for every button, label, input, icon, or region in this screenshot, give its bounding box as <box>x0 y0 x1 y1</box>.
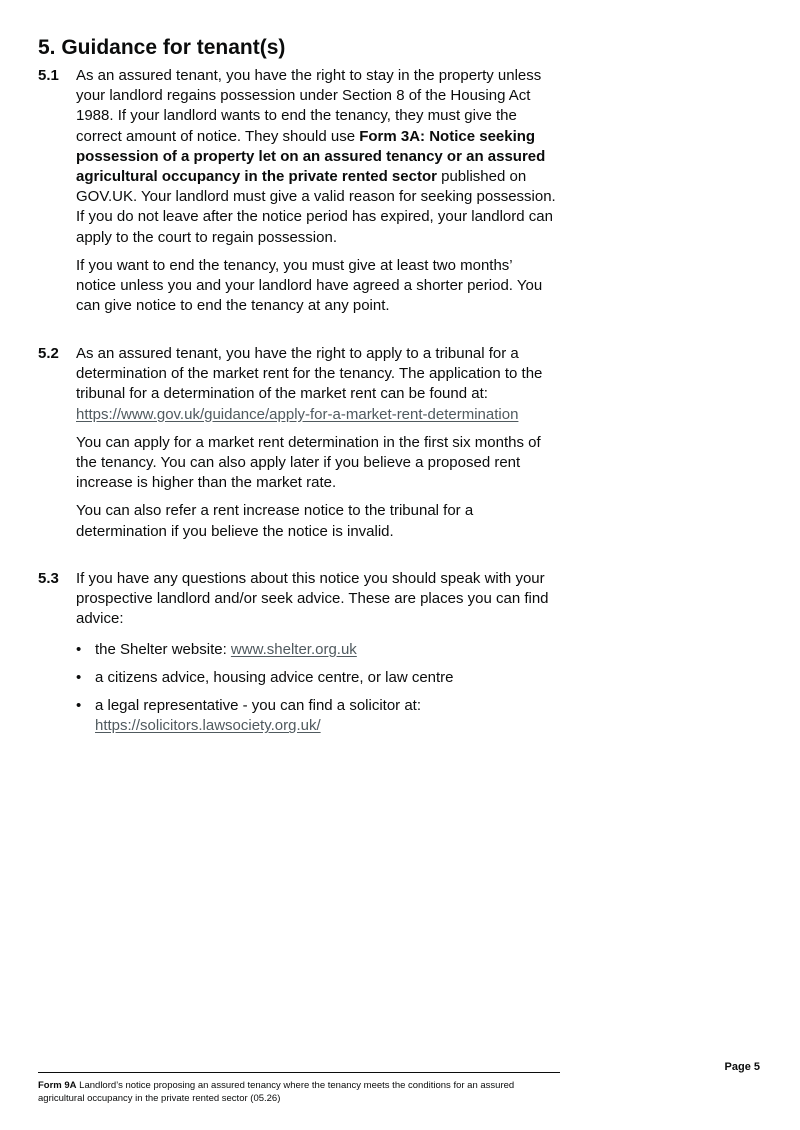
paragraph <box>76 344 556 425</box>
page-title: 5. Guidance for tenant(s) <box>38 36 286 59</box>
section-number: 5.3 <box>38 570 59 587</box>
form-name: Form 9A <box>38 1080 77 1091</box>
bullet-icon: • <box>76 697 82 715</box>
paragraph-text: published on GOV.UK. Your landlord must give a valid reason for seeking possession. If you do not leave after the notice period has expired, your landlord can apply to the court to regain possession. <box>76 168 556 246</box>
list-item-text: a citizens advice, housing advice centre, or law centre <box>95 668 454 686</box>
page-number: Page 5 <box>724 1061 760 1073</box>
section-number: 5.2 <box>38 345 59 362</box>
paragraph-text: As an assured tenant, you have the right to stay in the property unless your landlord regains possession under Section 8 of the Housing Act 1988. If your landlord wants to end the tenancy, they must give the correct amount of notice. They should use <box>76 67 542 145</box>
advice-list <box>76 640 556 737</box>
section-number: 5.1 <box>38 67 59 84</box>
footer-divider <box>38 1072 560 1073</box>
form-3a-reference: Form 3A: Notice seeking possession of a property let on an assured tenancy or an assured agricultural occupancy in the private rented sector <box>76 127 546 186</box>
paragraph: If you want to end the tenancy, you must give at least two months’ notice unless you and your landlord have agreed a shorter period. You can give notice to end the tenancy at any point. <box>76 256 543 315</box>
shelter-link[interactable]: www.shelter.org.uk <box>230 640 357 658</box>
market-rent-link[interactable]: https://www.gov.uk/guidance/apply-for-a-market-rent-determination <box>76 405 519 423</box>
section-body <box>76 569 556 744</box>
bullet-icon: • <box>76 640 82 658</box>
footer-text <box>38 1079 558 1105</box>
paragraph: You can apply for a market rent determination in the first six months of the tenancy. You can also apply later if you believe a proposed rent increase is higher than the market rate. <box>76 433 541 492</box>
bullet-icon: • <box>76 668 82 686</box>
list-item-text: the Shelter website: <box>95 640 231 658</box>
law-society-link[interactable]: https://solicitors.lawsociety.org.uk/ <box>95 717 321 735</box>
paragraph <box>76 66 556 248</box>
list-item-text: a legal representative - you can find a solicitor at: <box>95 697 422 715</box>
list-item <box>76 640 556 660</box>
section-body <box>76 66 556 324</box>
section-body <box>76 344 556 550</box>
paragraph: If you have any questions about this notice you should speak with your prospective landlord and/or seek advice. These are places you can find advice: <box>76 570 549 628</box>
paragraph: You can also refer a rent increase notice to the tribunal for a determination if you believe the notice is invalid. <box>76 502 474 540</box>
list-item <box>76 668 556 688</box>
paragraph-text: As an assured tenant, you have the right to apply to a tribunal for a determination of the market rent for the tenancy. The application to the tribunal for a determination of the market rent can be found at: <box>76 345 543 403</box>
form-description: Landlord’s notice proposing an assured tenancy where the tenancy meets the conditions for an assured agricultural occupancy in the private rented sector (05.26) <box>38 1080 515 1104</box>
list-item <box>76 696 556 736</box>
